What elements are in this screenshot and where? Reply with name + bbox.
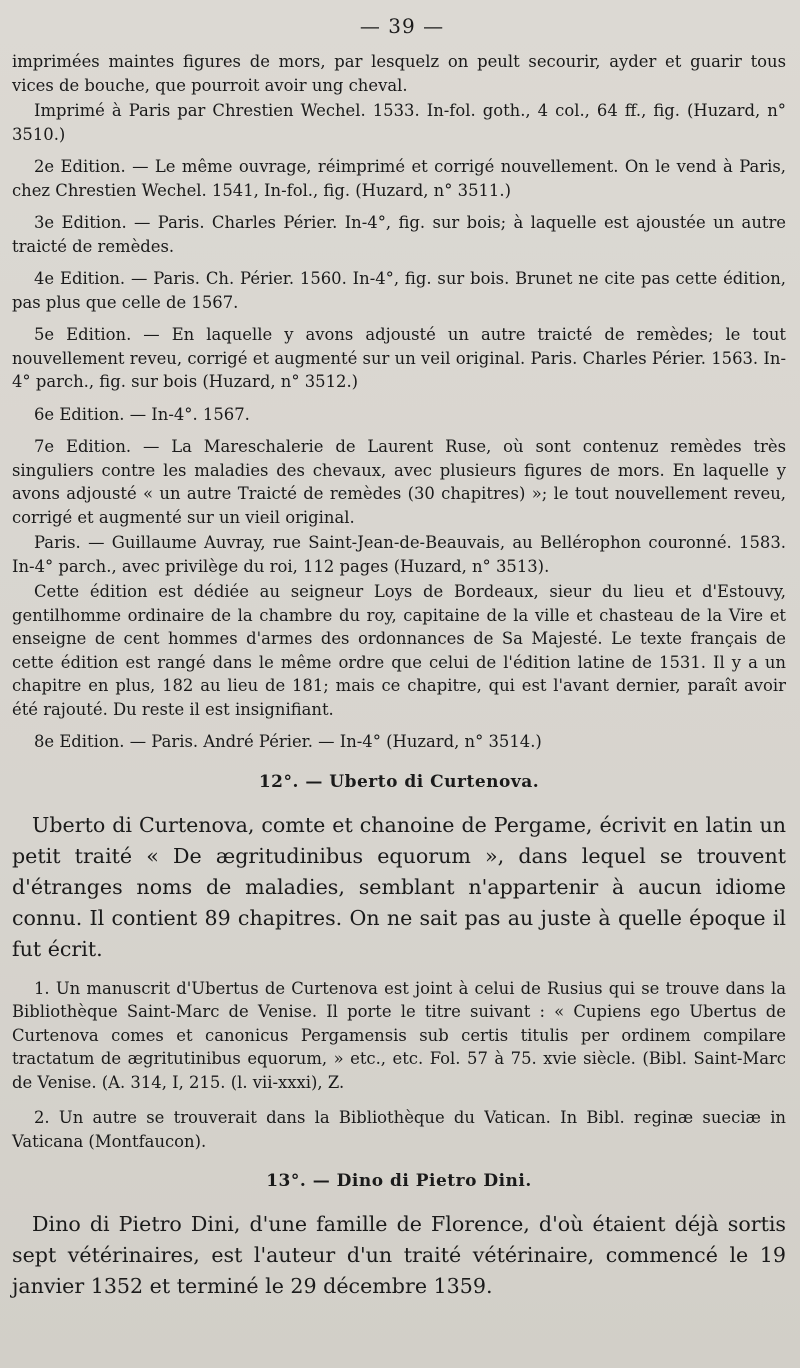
section-heading-12: 12°. — Uberto di Curtenova. (258, 771, 540, 792)
paragraph: 4e Edition. — Paris. Ch. Périer. 1560. In-4°, fig. sur bois. Brunet ne cite pas cette édition, pas plus que celle de 1567. (12, 269, 786, 312)
paragraph: 8e Edition. — Paris. André Périer. — In-4° (Huzard, n° 3514.) (34, 732, 542, 751)
paragraph: Uberto di Curtenova, comte et chanoine de Pergame, écrivit en latin un petit traité « De ægritudinibus equorum », dans lequel se trouvent d'étranges noms de maladies, semblant n'appartenir à aucun idiome connu. Il contient 89 chapitres. On ne sait pas au juste à quelle époque il fut écrit. (12, 812, 786, 961)
edition-list (12, 50, 786, 754)
paragraph: 6e Edition. — In-4°. 1567. (34, 404, 250, 424)
paragraph: imprimées maintes figures de mors, par lesquelz on peult secourir, ayder et guarir tous vices de bouche, que pourroit avoir ung cheval. (12, 52, 786, 95)
section-notes-12 (12, 977, 786, 1154)
paragraph: 2e Edition. — Le même ouvrage, réimprimé et corrigé nouvellement. On le vend à Paris, chez Chrestien Wechel. 1541, In-fol., fig. (Huzard, n° 3511.) (12, 157, 786, 200)
note-item: 2. Un autre se trouverait dans la Bibliothèque du Vatican. In Bibl. reginæ sueciæ in Vaticana (Montfaucon). (12, 1108, 786, 1151)
paragraph: 3e Edition. — Paris. Charles Périer. In-4°, fig. sur bois; à laquelle est ajoustée un autre traicté de remèdes. (12, 213, 786, 256)
section-body-12 (12, 810, 786, 965)
paragraph: Imprimé à Paris par Chrestien Wechel. 1533. In-fol. goth., 4 col., 64 ff., fig. (Huzard, n° 3510.) (12, 101, 786, 144)
section-heading-13: 13°. — Dino di Pietro Dini. (266, 1171, 532, 1191)
note-item: 1. Un manuscrit d'Ubertus de Curtenova est joint à celui de Rusius qui se trouve dans la Bibliothèque Saint-Marc de Venise. Il porte le titre suivant : « Cupiens ego Ubertus de Curtenova comes et canonicus Pergamensis sub certis titulis per ordinem compilare tractatum de ægritutinibus equorum, » etc., etc. Fol. 57 à 75. xvie siècle. (Bibl. Saint-Marc de Venise. (A. 314, I, 215. (l. vii-xxxi), Z. (12, 978, 786, 1092)
paragraph: Cette édition est dédiée au seigneur Loys de Bordeaux, sieur du lieu et d'Estouvy, gentilhomme ordinaire de la chambre du roy, capitaine de la ville et chasteau de la Vire et enseigne de cent hommes d'armes des ordonnances de Sa Majesté. Le texte français de cette édition est rangé dans le même ordre que celui de l'édition latine de 1531. Il y a un chapitre en plus, 182 au lieu de 181; mais ce chapitre, qui est l'avant dernier, paraît avoir été rajouté. Du reste il est insignifiant. (12, 582, 786, 719)
paragraph: Dino di Pietro Dini, d'une famille de Florence, d'où étaient déjà sortis sept vétérinaires, est l'auteur d'un traité vétérinaire, commencé le 19 janvier 1352 et terminé le 29 décembre 1359. (12, 1212, 786, 1298)
paragraph: Paris. — Guillaume Auvray, rue Saint-Jean-de-Beauvais, au Bellérophon couronné. 1583. In-4° parch., avec privilège du roi, 112 pages (Huzard, n° 3513). (12, 533, 786, 576)
page-number: — 39 — (359, 14, 445, 38)
paragraph: 7e Edition. — La Mareschalerie de Laurent Ruse, où sont contenuz remèdes très singuliers contre les maladies des chevaux, avec plusieurs figures de mors. En laquelle y avons adjousté « un autre Traicté de remèdes (30 chapitres) »; le tout nouvellement reveu, corrigé et augmenté sur un vieil original. (12, 437, 786, 527)
section-body-13 (12, 1209, 786, 1302)
paragraph: 5e Edition. — En laquelle y avons adjousté un autre traicté de remèdes; le tout nouvellement reveu, corrigé et augmenté sur un veil original. Paris. Charles Périer. 1563. In-4° parch., fig. sur bois (Huzard, n° 3512.) (12, 325, 786, 391)
